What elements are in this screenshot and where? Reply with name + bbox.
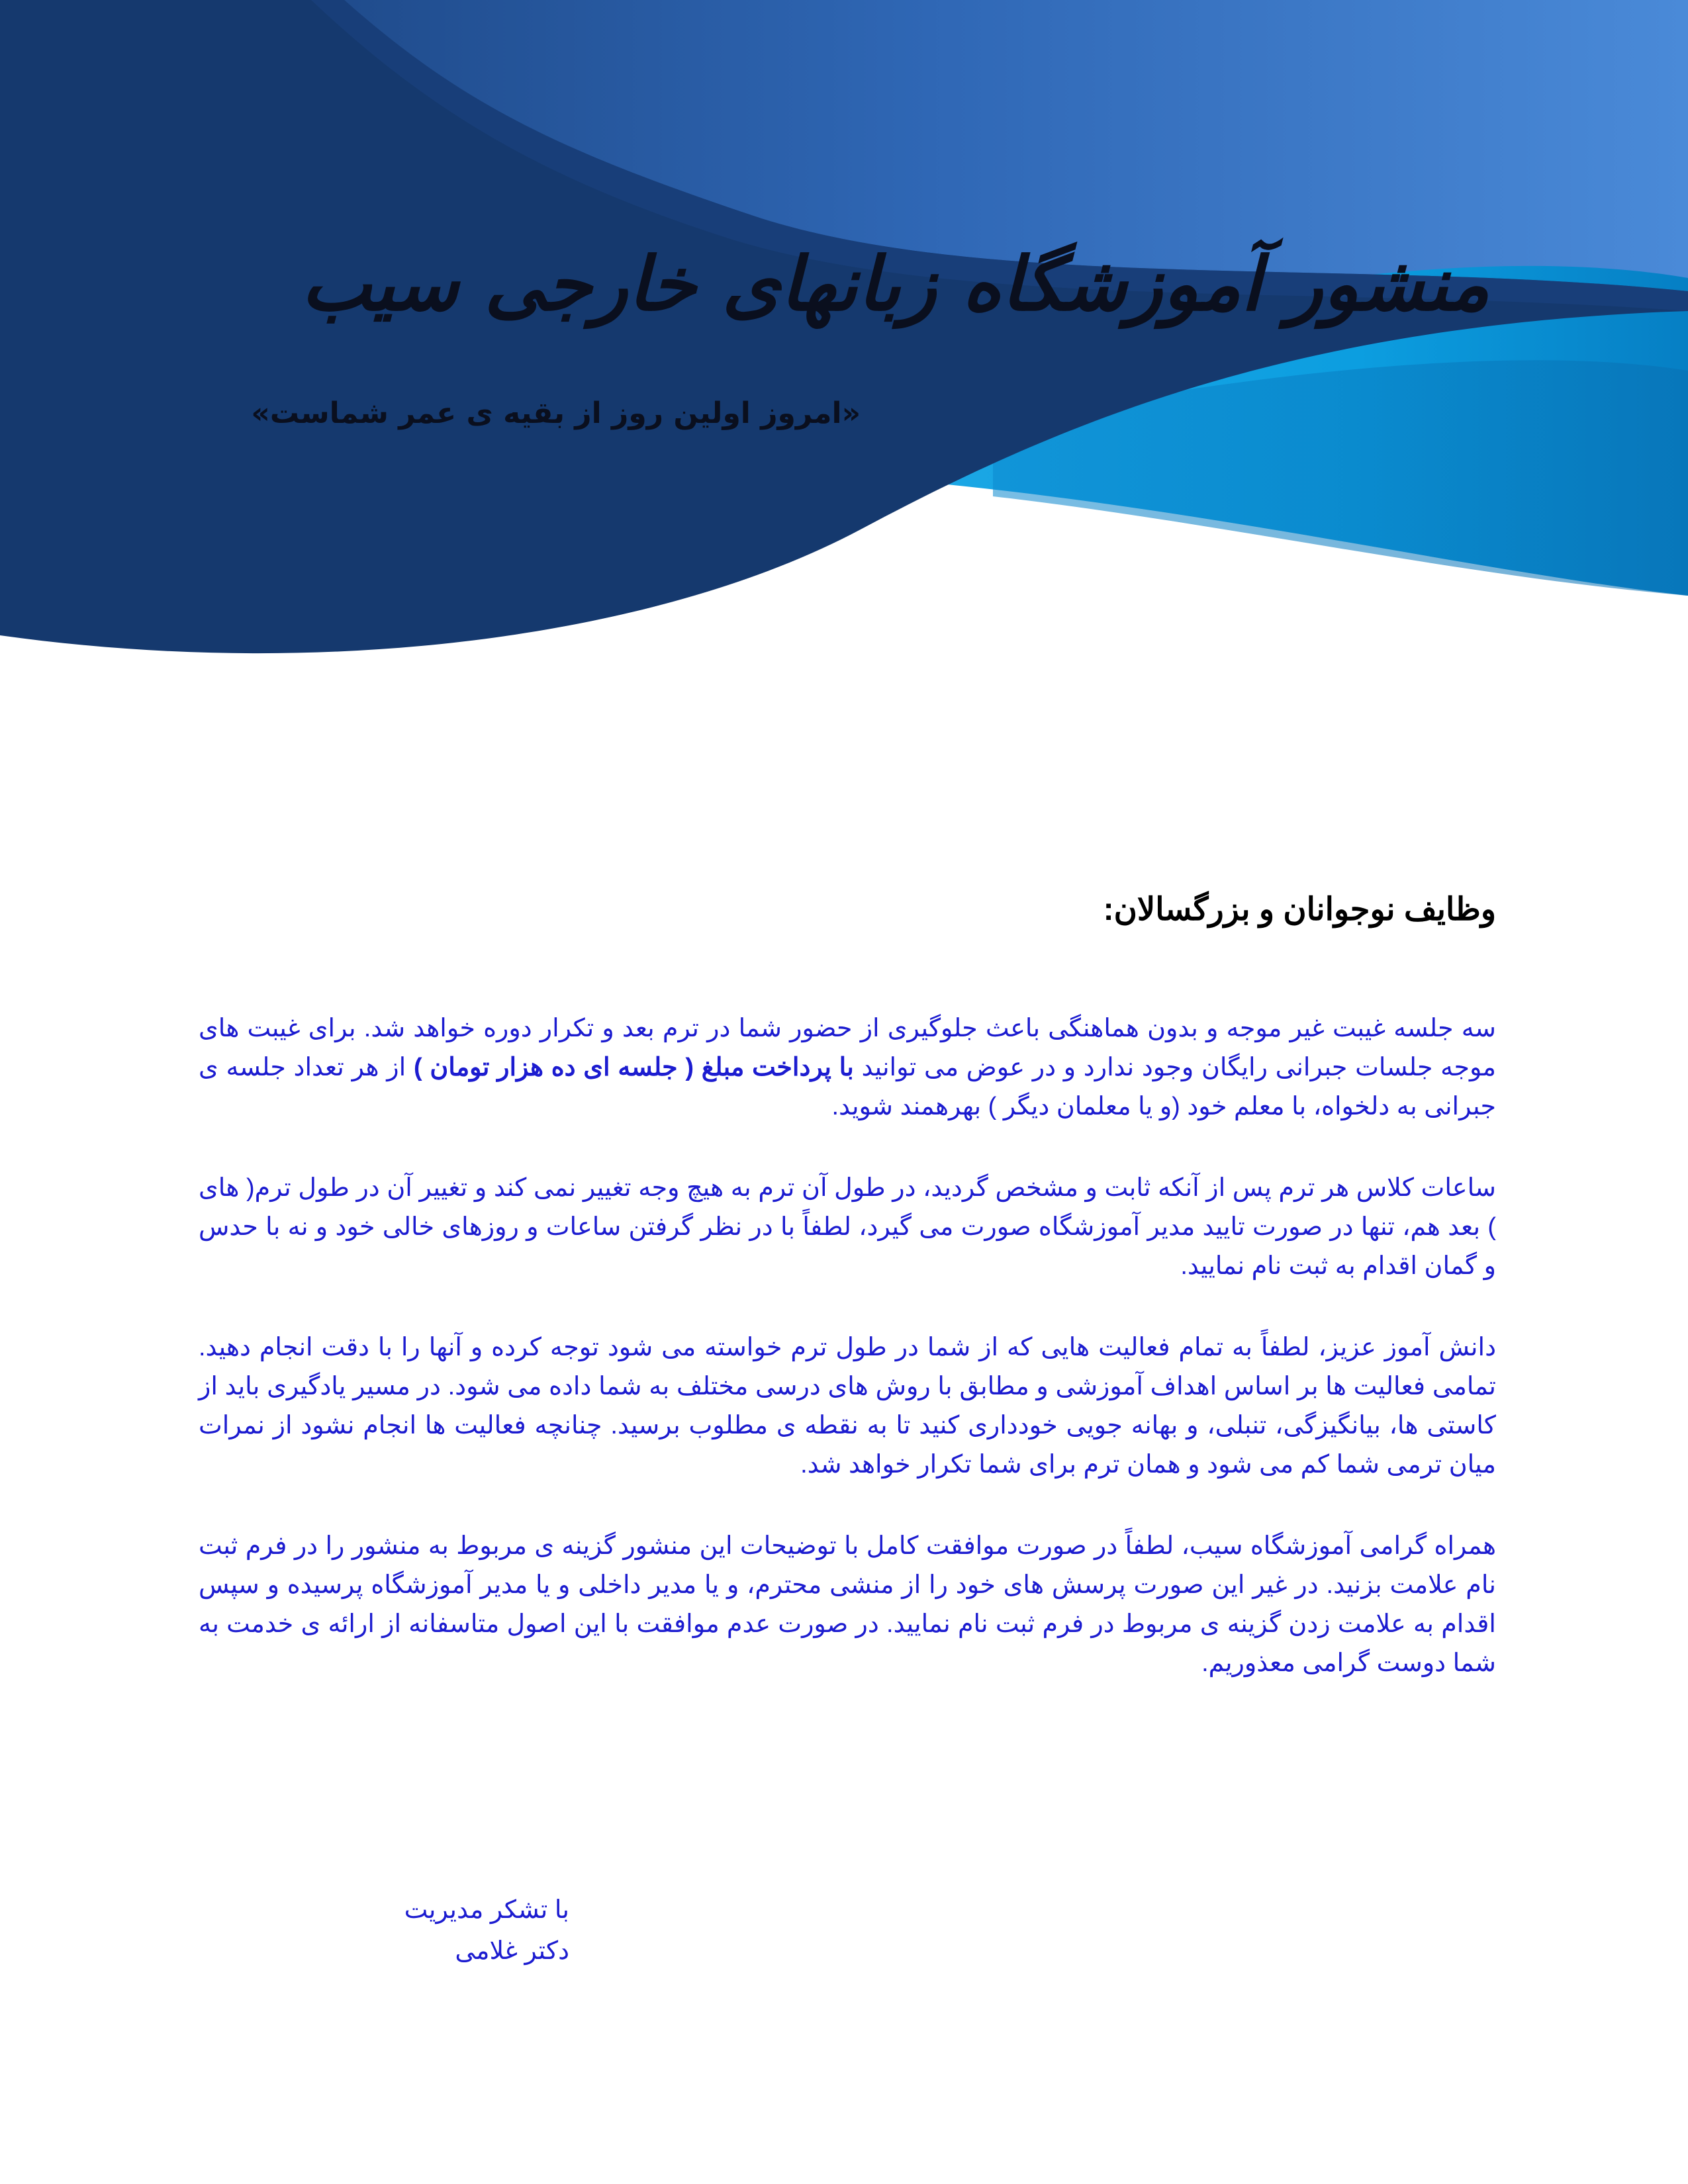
- paragraph-agreement: همراه گرامی آموزشگاه سیب، لطفاً در صورت موافقت کامل با توضیحات این منشور گزینه ی مربوط به منشور را در فرم ثبت نام علامت بزنید. در غیر این صورت پرسش های خود را از منشی محترم، و یا مدیر داخلی و یا مدیر آموزشگاه پرسیده و سپس اقدام به علامت زدن گزینه ی مربوط در فرم ثبت نام نمایید. در صورت عدم موافقت با این اصول متاسفانه از ارائه ی خدمت به شما دوست گرامی معذوریم.: [199, 1532, 1496, 1677]
- paragraph-absences-part-a: سه جلسه غیبت غیر موجه و بدون هماهنگی باعث جلوگیری از حضور شما در ترم بعد و تکرار دوره خواهد شد. برای غیبت های موجه جلسات جبرانی رایگان وجود ندارد و در عوض می توانید: [199, 1015, 1497, 1081]
- header-slogan: «امروز اولین روز از بقیه ی عمر شماست»: [251, 396, 861, 430]
- signature-name: دکتر غلامی: [455, 1937, 569, 1965]
- paragraph-class-hours: ساعات کلاس هر ترم پس از آنکه ثابت و مشخص گردید، در طول آن ترم به هیچ وجه تغییر نمی کند و تغییر آن در طول ترم( های ) بعد هم، تنها در صورت تایید مدیر آموزشگاه صورت می گیرد، لطفاً با در نظر گرفتن ساعات و روزهای خالی خود و نه با حدس و گمان اقدام به ثبت نام نمایید.: [199, 1174, 1496, 1280]
- paragraph-absences-fee: با پرداخت مبلغ ( جلسه ای ده هزار تومان ): [413, 1054, 854, 1081]
- section-heading: وظایف نوجوانان و بزرگسالان:: [1103, 892, 1496, 927]
- header-title: منشور آموزشگاه زبانهای خارجی سیب: [301, 241, 1489, 328]
- paragraph-activities: دانش آموز عزیز، لطفاً به تمام فعالیت هایی که از شما در طول ترم خواسته می شود توجه کرده و آنها را با دقت انجام دهید. تمامی فعالیت ها بر اساس اهداف آموزشی و مطابق با روش های درسی مختلف به شما داده می شود. در مسیر یادگیری باید از کاستی ها، بیانگیزگی، تنبلی، و بهانه جویی خودداری کنید تا به نقطه ی مطلوب برسید. چنانچه فعالیت ها انجام نشود از نمرات میان ترمی شما کم می شود و همان ترم برای شما تکرار خواهد شد.: [199, 1334, 1496, 1479]
- header-wave-banner: [0, 0, 1688, 662]
- signature-block: [199, 1889, 569, 1972]
- paragraph-absences-part-c: از هر تعداد جلسه ی جبرانی به دلخواه، با معلم خود (و یا معلمان دیگر ) بهرهمند شوید.: [199, 1054, 1496, 1120]
- signature-thanks: با تشکر مدیریت: [404, 1896, 569, 1924]
- main-content: [199, 887, 1496, 1725]
- paragraph-absences: [199, 1009, 1496, 1126]
